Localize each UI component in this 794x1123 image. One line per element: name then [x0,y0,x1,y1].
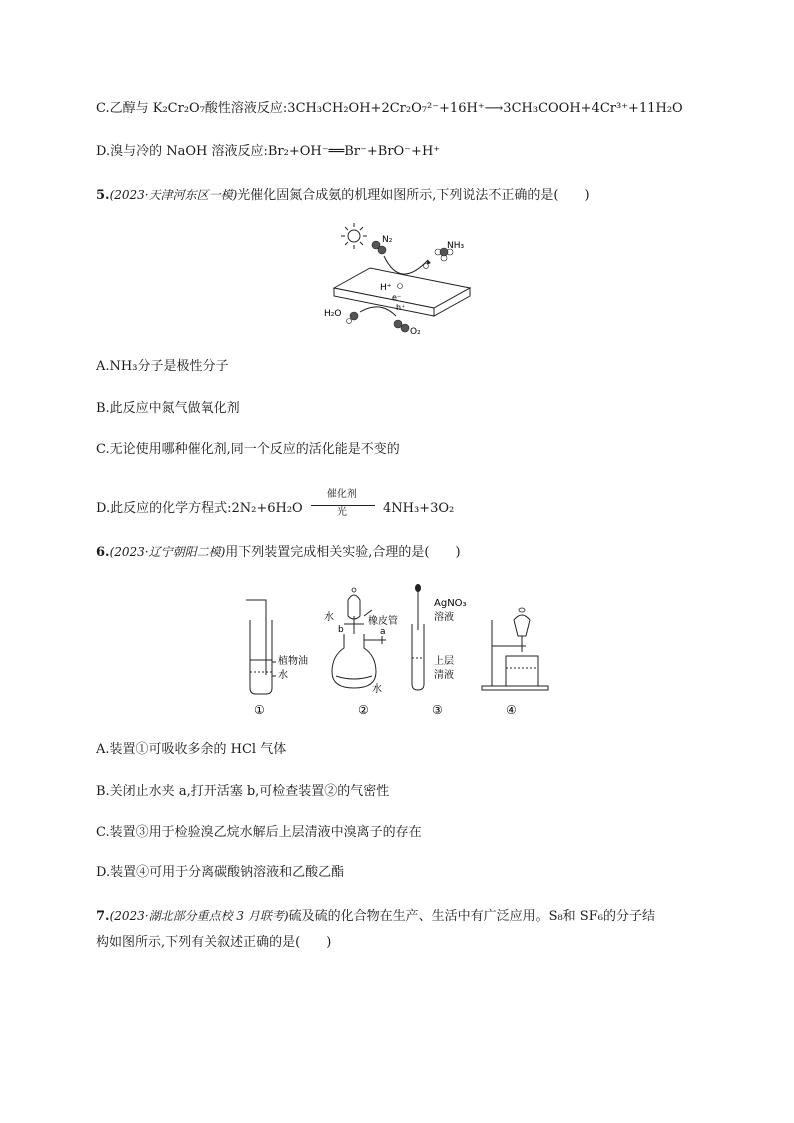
condition-below: 光 [336,507,347,518]
q7-text-1: 硫及硫的化合物在生产、生活中有广泛应用。S₈和 SF₆的分子结 [288,909,655,924]
q5-stem [96,186,590,205]
apparatus-4-number: ④ [506,703,517,717]
apparatus-2-number: ② [358,703,369,717]
q5-text: 光催化固氮合成氨的机理如图所示,下列说法不正确的是( ) [237,188,590,203]
h2o-to-o2-arrow [360,307,396,316]
apparatus-4 [482,615,548,690]
stopcock-b-label: b [338,625,344,635]
q5-number: 5. [96,188,110,203]
apparatus-2 [332,595,386,688]
q5-option-b: B.此反应中氮气做氧化剂 [96,401,240,416]
water-label-2-bottom: 水 [372,684,382,695]
apparatus-1 [246,600,276,694]
q4-option-d: D.溴与冷的 NaOH 溶液反应:Br₂+OH⁻══Br⁻+BrO⁻+H⁺ [96,144,441,159]
solution-label: 溶液 [434,612,454,623]
q6-option-a: A.装置①可吸收多余的 HCl 气体 [96,742,287,757]
apparatus-1-number: ① [254,703,265,717]
q5-option-d-prefix: D.此反应的化学方程式:2N₂+6H₂O [96,501,303,516]
clamp-a-label: a [380,627,386,637]
vegetable-oil-label: 植物油 [278,656,308,667]
water-label-2-top: 水 [324,612,334,623]
apparatus-3 [412,590,424,690]
water-label-1: 水 [278,670,288,681]
o2-molecule [394,320,409,332]
q5-option-d [96,489,455,518]
q6-text: 用下列装置完成相关实验,合理的是( ) [225,545,461,560]
condition-above: 催化剂 [326,489,357,500]
hole-label: h⁺ [396,303,406,312]
q6-stem [96,543,461,562]
sun-icon [341,223,367,249]
q6-apparatus-figure [236,580,556,720]
q6-option-d: D.装置④可用于分离碳酸钠溶液和乙酸乙酯 [96,865,345,880]
q7-number: 7. [96,909,110,924]
q7-stem-line-2: 构如图所示,下列有关叙述正确的是( ) [96,935,332,950]
o2-label: O₂ [410,327,421,337]
h2o-label: H₂O [324,309,342,319]
q5-photocatalysis-figure [310,220,480,340]
reaction-condition [311,489,375,518]
h2o-molecule [347,312,359,324]
q5-source: (2023·天津河东区一模) [109,188,238,202]
q7-stem-line-1 [96,907,655,926]
q5-option-a: A.NH₃分子是极性分子 [96,359,229,374]
nh3-label: NH₃ [447,241,465,251]
q5-option-c: C.无论使用哪种催化剂,同一个反应的活化能是不变的 [96,442,400,457]
upper-layer-label: 上层 [434,656,454,667]
apparatus-3-number: ③ [432,703,443,717]
q6-option-b: B.关闭止水夹 a,打开活塞 b,可检查装置②的气密性 [96,784,390,799]
q7-source: (2023·湖北部分重点校 3 月联考) [109,909,289,923]
hplus-label: H⁺ [380,283,392,293]
q4-option-c: C.乙醇与 K₂Cr₂O₇酸性溶液反应:3CH₃CH₂OH+2Cr₂O₇²⁻+16H⁺⟶3CH₃COOH+4Cr³⁺+11H₂O [96,101,683,116]
q6-option-c: C.装置③用于检验溴乙烷水解后上层清液中溴离子的存在 [96,825,422,840]
n2-to-nh3-arrow [384,256,428,274]
n2-label: N₂ [382,235,393,245]
q6-number: 6. [96,545,110,560]
q6-source: (2023·辽宁朝阳二模) [109,545,226,559]
agno3-label: AgNO₃ [434,598,467,609]
rubber-tube-label: 橡皮管 [368,616,398,627]
electron-label: e⁻ [392,293,402,302]
q5-option-d-suffix: 4NH₃+3O₂ [382,501,455,516]
clear-liquid-label: 清液 [434,670,454,681]
